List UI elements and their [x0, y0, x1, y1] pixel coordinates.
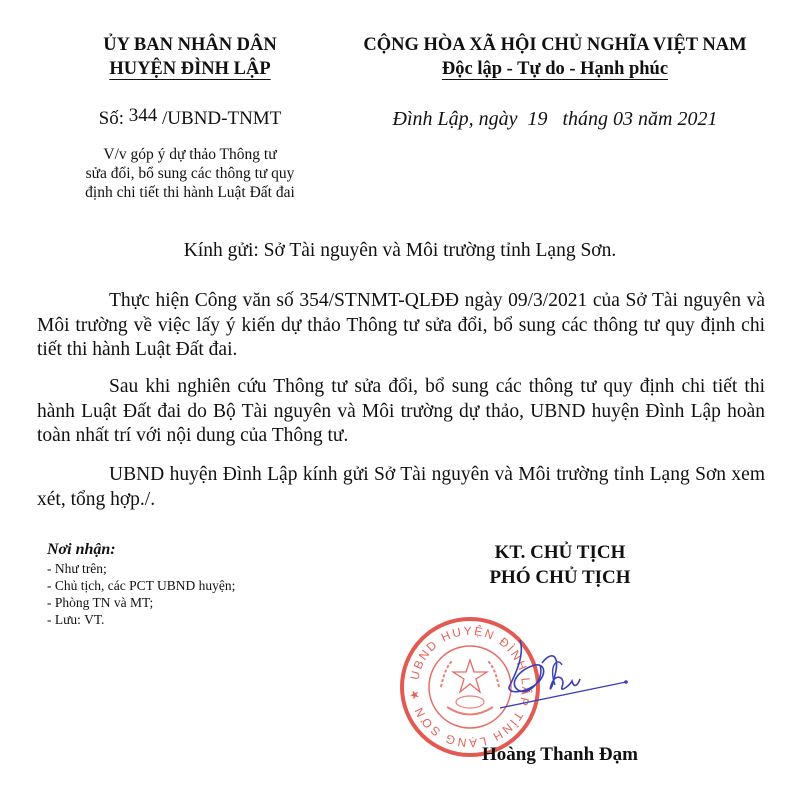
- date-place: Đình Lập, ngày: [392, 108, 518, 130]
- subject-line: V/v góp ý dự thảo Thông tư: [103, 146, 277, 163]
- recipient-item: - Như trên;: [47, 561, 107, 576]
- date-month-year: tháng 03 năm 2021: [562, 108, 718, 130]
- recipients-list: [47, 540, 367, 628]
- national-motto: Độc lập - Tự do - Hạnh phúc: [441, 59, 669, 79]
- svg-text:UBND HUYỆN ĐÌNH LẬP TỈNH LẠNG: UBND HUYỆN ĐÌNH LẬP TỈNH LẠNG SƠN ★: [406, 623, 534, 751]
- recipient-item: - Phòng TN và MT;: [47, 595, 154, 610]
- signer-name: Hoàng Thanh Đạm: [482, 744, 638, 765]
- org-name-line2-text: HUYỆN ĐÌNH LẬP: [109, 59, 271, 79]
- handwritten-signature-icon: [500, 635, 660, 715]
- issue-date: [320, 108, 790, 131]
- subject-line: định chi tiết thi hành Luật Đất đai: [85, 184, 295, 201]
- recipient-item: - Chủ tịch, các PCT UBND huyện;: [47, 578, 236, 593]
- recipients-title: Nơi nhận:: [47, 541, 116, 558]
- doc-number-prefix: Số:: [98, 108, 125, 129]
- signature-title-line1: KT. CHỦ TỊCH: [494, 542, 626, 563]
- doc-number-suffix: /UBND-TNMT: [162, 108, 282, 129]
- issuing-authority: [40, 33, 340, 81]
- body-paragraph: UBND huyện Đình Lập kính gửi Sở Tài nguyên và Môi trường tỉnh Lạng Sơn xem xét, tổng hợp./.: [37, 464, 765, 510]
- org-name-line1: ỦY BAN NHÂN DÂN: [103, 35, 277, 55]
- document-subject: [40, 145, 340, 202]
- date-day: 19: [527, 108, 548, 130]
- document-number: [40, 105, 340, 130]
- recipient-item: - Lưu: VT.: [47, 612, 105, 627]
- subject-line: sửa đổi, bổ sung các thông tư quy: [85, 165, 295, 182]
- signature-title: [440, 540, 680, 590]
- nation-name: CỘNG HÒA XÃ HỘI CHỦ NGHĨA VIỆT NAM: [363, 35, 747, 55]
- addressee: Kính gửi: Sở Tài nguyên và Môi trường tỉnh Lạng Sơn.: [183, 240, 617, 261]
- national-heading: [320, 33, 790, 81]
- signature-title-line2: PHÓ CHỦ TỊCH: [489, 567, 631, 588]
- doc-number-value: 344: [128, 105, 158, 126]
- body-paragraph: Thực hiện Công văn số 354/STNMT-QLĐĐ ngày 09/3/2021 của Sở Tài nguyên và Môi trường về việc lấy ý kiến dự thảo Thông tư sửa đổi, bổ sung các thông tư quy định chi tiết thi hành Luật Đất đai.: [37, 290, 765, 360]
- org-name-line2: [40, 57, 340, 81]
- body-paragraph: Sau khi nghiên cứu Thông tư sửa đổi, bổ sung các thông tư quy định chi tiết thi hành Luật Đất đai do Bộ Tài nguyên và Môi trường dự thảo, UBND huyện Đình Lập hoàn toàn nhất trí với nội dung của Thông tư.: [37, 376, 765, 446]
